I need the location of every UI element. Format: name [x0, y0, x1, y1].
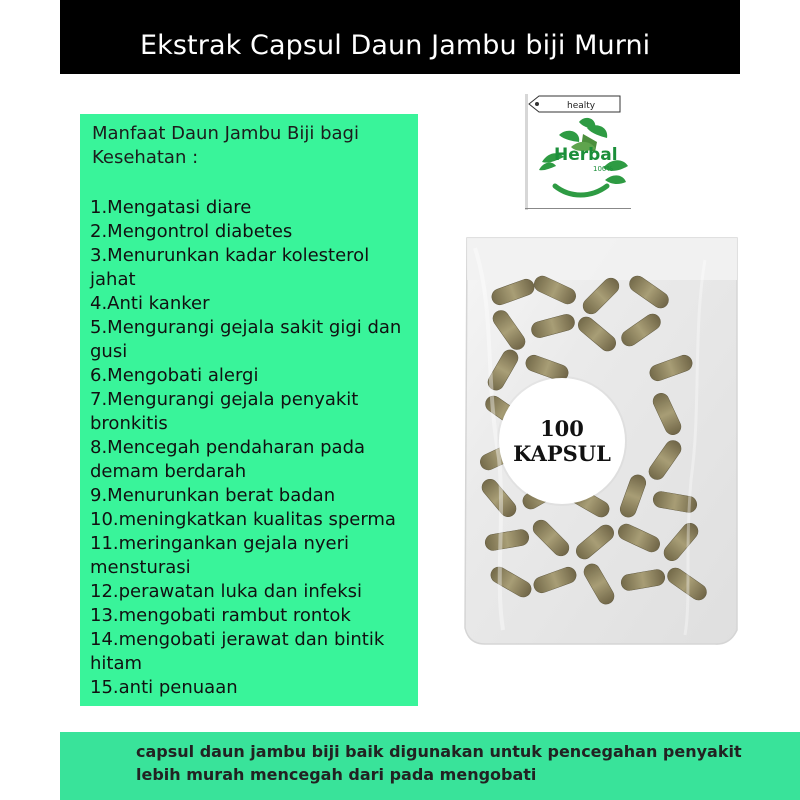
benefit-item: 13.mengobati rambut rontok	[90, 605, 351, 626]
footer-band	[60, 732, 800, 800]
benefit-item: 4.Anti kanker	[90, 293, 210, 314]
title-bar	[60, 0, 740, 74]
benefit-item: 6.Mengobati alergi	[90, 365, 259, 386]
benefit-item: 8.Mencegah pendaharan pada demam berdarah	[90, 437, 366, 482]
benefit-item: 14.mengobati jerawat dan bintik hitam	[90, 629, 385, 674]
badge-tag-label: healty	[567, 101, 596, 111]
footer-text	[136, 740, 766, 786]
benefit-item: 2.Mengontrol diabetes	[90, 221, 293, 242]
benefit-item: 9.Menurunkan berat badan	[90, 485, 336, 506]
benefit-item: 3.Menurunkan kadar kolesterol jahat	[90, 245, 370, 290]
benefits-panel	[80, 114, 418, 706]
benefits-list	[90, 196, 416, 700]
capsule-count-number: 100	[540, 416, 584, 441]
benefit-item: 7.Mengurangi gejala penyakit bronkitis	[90, 389, 359, 434]
footer-line-2: lebih murah mencegah dari pada mengobati	[136, 765, 537, 784]
capsule-count-label	[499, 378, 625, 504]
capsule-pouch	[455, 230, 745, 650]
benefit-item: 11.meringankan gejala nyeri mensturasi	[90, 533, 349, 578]
herbal-badge	[525, 94, 635, 210]
benefits-heading: Manfaat Daun Jambu Biji bagi Kesehatan :	[92, 123, 359, 168]
capsule-count-unit: KAPSUL	[513, 441, 611, 466]
badge-brand-label: Herbal	[554, 145, 618, 165]
page-title: Ekstrak Capsul Daun Jambu biji Murni	[140, 30, 651, 61]
benefit-item: 15.anti penuaan	[90, 677, 238, 698]
benefit-item: 5.Mengurangi gejala sakit gigi dan gusi	[90, 317, 402, 362]
benefit-item: 1.Mengatasi diare	[90, 197, 252, 218]
badge-percent-label: 100%	[593, 165, 614, 173]
benefit-item: 10.meningkatkan kualitas sperma	[90, 509, 396, 530]
benefit-item: 12.perawatan luka dan infeksi	[90, 581, 363, 602]
footer-line-1: capsul daun jambu biji baik digunakan untuk pencegahan penyakit	[136, 742, 742, 761]
herbal-logo-icon	[525, 94, 635, 210]
